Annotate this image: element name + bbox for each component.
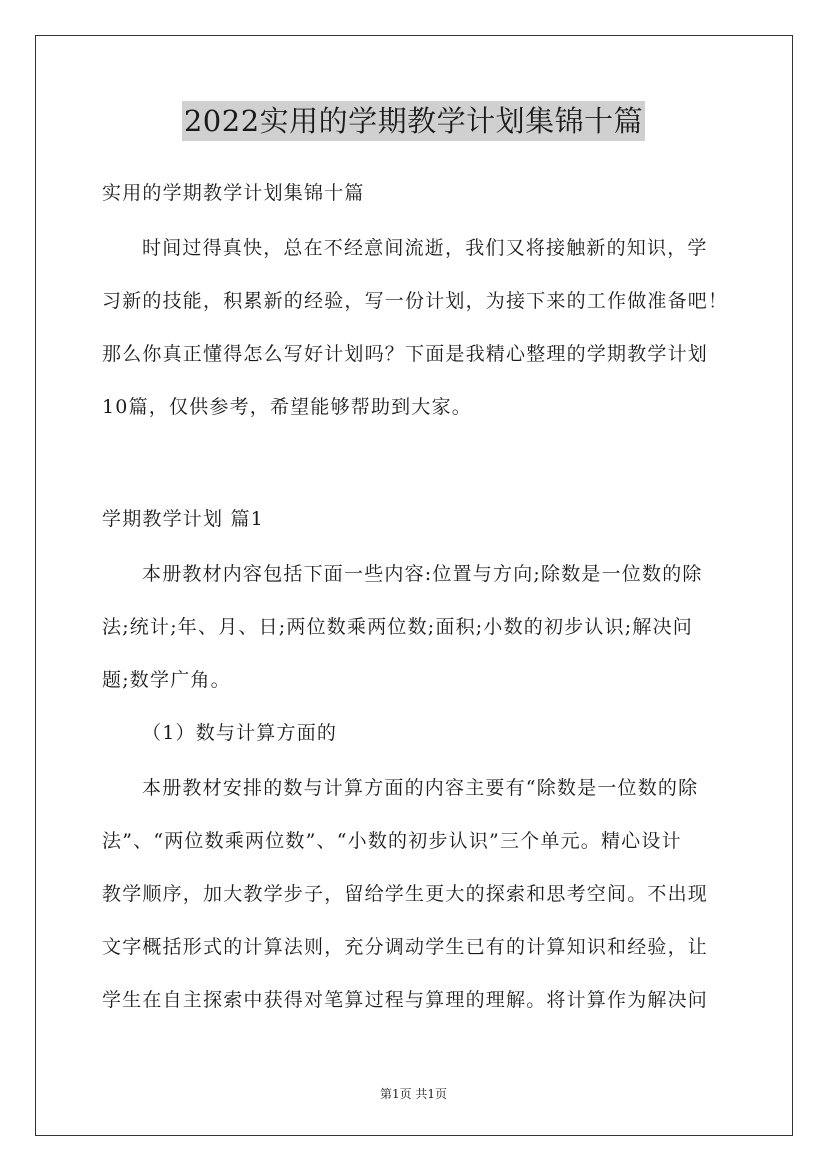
- subheading: （1）数与计算方面的: [142, 722, 338, 744]
- body-line: 文字概括形式的计算法则，充分调动学生已有的计算知识和经验，让: [102, 936, 709, 958]
- section-paragraph-line: 本册教材内容包括下面一些内容:位置与方向;除数是一位数的除: [142, 563, 703, 585]
- document-subtitle: 实用的学期教学计划集锦十篇: [102, 182, 365, 204]
- section-paragraph-line: 题;数学广角。: [102, 669, 231, 691]
- intro-line: 时间过得真快，总在不经意间流逝，我们又将接触新的知识，学: [142, 237, 708, 259]
- intro-line: 习新的技能，积累新的经验，写一份计划，为接下来的工作做准备吧！: [102, 290, 729, 312]
- title-container: [0, 101, 827, 141]
- body-line: 法”、“两位数乘两位数”、“小数的初步认识”三个单元。精心设计: [102, 830, 682, 852]
- body-line: 教学顺序，加大教学步子，留给学生更大的探索和思考空间。不出现: [102, 883, 709, 905]
- intro-line: 那么你真正懂得怎么写好计划吗？下面是我精心整理的学期教学计划: [102, 343, 709, 365]
- page-number-footer: 第1页 共1页: [379, 1087, 448, 1101]
- document-title: 2022实用的学期教学计划集锦十篇: [182, 101, 645, 141]
- intro-line: 10篇，仅供参考，希望能够帮助到大家。: [102, 396, 472, 418]
- section-heading: 学期教学计划 篇1: [102, 508, 264, 530]
- body-line: 学生在自主探索中获得对笔算过程与算理的理解。将计算作为解决问: [102, 989, 709, 1011]
- body-line: 本册教材安排的数与计算方面的内容主要有“除数是一位数的除: [142, 777, 699, 799]
- section-paragraph-line: 法;统计;年、月、日;两位数乘两位数;面积;小数的初步认识;解决问: [102, 616, 694, 638]
